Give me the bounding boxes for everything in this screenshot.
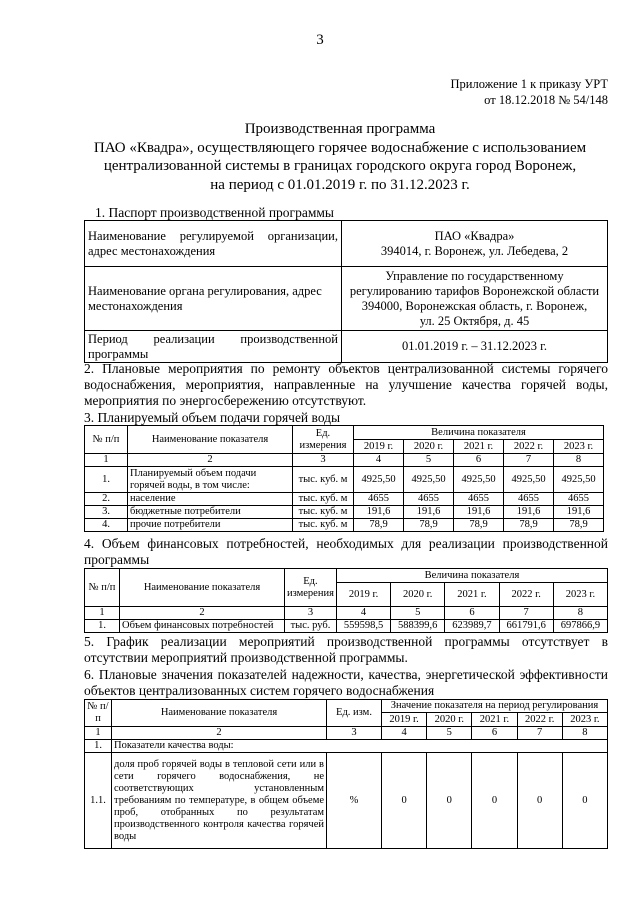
row-unit: тыс. куб. м bbox=[293, 519, 354, 532]
table-row bbox=[85, 467, 604, 493]
row-value: 588399,6 bbox=[391, 620, 445, 633]
row-value: 4655 bbox=[404, 493, 454, 506]
title-line-2: ПАО «Квадра», осуществляющего горячее водоснабжение с использованием bbox=[93, 139, 587, 156]
table-row bbox=[85, 620, 608, 633]
row-value: 78,9 bbox=[554, 519, 604, 532]
index-cell: 1 bbox=[85, 607, 120, 620]
index-cell: 8 bbox=[553, 607, 607, 620]
index-cell: 7 bbox=[499, 607, 553, 620]
row-unit: тыс. куб. м bbox=[293, 506, 354, 519]
index-cell: 5 bbox=[391, 607, 445, 620]
year-cell: 2023 г. bbox=[554, 440, 604, 454]
section-4-heading: 4. Объем финансовых потребностей, необходимых для реализации производственной программы bbox=[84, 536, 608, 567]
row-value: 0 bbox=[382, 753, 427, 849]
index-cell: 2 bbox=[120, 607, 285, 620]
header-value: Величина показателя bbox=[336, 569, 607, 583]
header-unit: Ед. измерения bbox=[293, 426, 354, 454]
section-3-heading: 3. Планируемый объем подачи горячей воды bbox=[84, 410, 341, 425]
group-row bbox=[85, 740, 608, 753]
passport-value-line: 01.01.2019 г. – 31.12.2023 г. bbox=[402, 339, 547, 353]
row-unit: тыс. куб. м bbox=[293, 493, 354, 506]
row-name: бюджетные потребители bbox=[128, 506, 293, 519]
year-cell: 2021 г. bbox=[445, 583, 499, 607]
index-row bbox=[85, 727, 608, 740]
table-row bbox=[85, 506, 604, 519]
table-row bbox=[85, 753, 608, 849]
header-num: № п/п bbox=[85, 569, 120, 607]
row-value: 559598,5 bbox=[336, 620, 390, 633]
group-name: Показатели качества воды: bbox=[112, 740, 608, 753]
row-value: 78,9 bbox=[504, 519, 554, 532]
header-value: Величина показателя bbox=[354, 426, 604, 440]
passport-value-line: ПАО «Квадра» bbox=[434, 228, 515, 243]
section-2-text: 2. Плановые мероприятия по ремонту объектов централизованной системы горячего водоснабжения, мероприятия, направленные на улучшение качества горячей воды, мероприятия по энергосбережению отсутствуют. bbox=[84, 361, 608, 408]
row-value: 191,6 bbox=[454, 506, 504, 519]
row-value: 4655 bbox=[354, 493, 404, 506]
row-value: 623989,7 bbox=[445, 620, 499, 633]
index-cell: 8 bbox=[554, 454, 604, 467]
title-line-3: централизованной системы в границах городского округа город Воронеж, bbox=[103, 158, 577, 174]
year-cell: 2022 г. bbox=[517, 713, 562, 727]
row-value: 4655 bbox=[454, 493, 504, 506]
row-value: 4925,50 bbox=[504, 467, 554, 493]
row-num: 3. bbox=[85, 506, 128, 519]
year-cell: 2019 г. bbox=[382, 713, 427, 727]
index-cell: 5 bbox=[404, 454, 454, 467]
row-value: 661791,6 bbox=[499, 620, 553, 633]
index-row bbox=[85, 454, 604, 467]
appendix-line-2: от 18.12.2018 № 54/148 bbox=[484, 93, 608, 107]
document-title bbox=[60, 120, 620, 194]
index-cell: 3 bbox=[327, 727, 382, 740]
title-line-1: Производственная программа bbox=[244, 121, 436, 137]
index-cell: 8 bbox=[562, 727, 607, 740]
row-value: 4925,50 bbox=[404, 467, 454, 493]
row-num: 1. bbox=[85, 467, 128, 493]
row-num: 1.1. bbox=[85, 753, 112, 849]
row-value: 191,6 bbox=[404, 506, 454, 519]
table-header-row bbox=[85, 426, 604, 440]
row-value: 4655 bbox=[554, 493, 604, 506]
table-row bbox=[85, 493, 604, 506]
passport-value bbox=[342, 267, 608, 331]
index-row bbox=[85, 607, 608, 620]
passport-value bbox=[342, 331, 608, 363]
index-cell: 6 bbox=[454, 454, 504, 467]
row-name: доля проб горячей воды в тепловой сети или в сети горячего водоснабжения, не соответствующих установленным требованиям по температуре, в общем объеме проб, отобранных по результатам производственного контроля качества горячей воды bbox=[112, 753, 327, 849]
table-row bbox=[85, 519, 604, 532]
year-cell: 2019 г. bbox=[336, 583, 390, 607]
year-cell: 2020 г. bbox=[404, 440, 454, 454]
row-num: 1. bbox=[85, 620, 120, 633]
row-name: прочие потребители bbox=[128, 519, 293, 532]
row-name: Планируемый объем подачи горячей воды, в том числе: bbox=[128, 467, 293, 493]
passport-row bbox=[85, 331, 608, 363]
year-cell: 2021 г. bbox=[472, 713, 517, 727]
header-unit: Ед. изм. bbox=[327, 700, 382, 727]
passport-row bbox=[85, 221, 608, 267]
index-cell: 2 bbox=[112, 727, 327, 740]
index-cell: 1 bbox=[85, 727, 112, 740]
passport-table bbox=[84, 220, 608, 363]
passport-label: Наименование регулируемой организации, адрес местонахождения bbox=[85, 221, 342, 267]
header-name: Наименование показателя bbox=[120, 569, 285, 607]
header-name: Наименование показателя bbox=[128, 426, 293, 454]
section-6-heading: 6. Плановые значения показателей надежности, качества, энергетической эффективности объектов централизованных систем горячего водоснабжения bbox=[84, 667, 608, 698]
index-cell: 4 bbox=[354, 454, 404, 467]
water-volume-table bbox=[84, 425, 604, 532]
passport-value-line: 394014, г. Воронеж, ул. Лебедева, 2 bbox=[380, 243, 569, 258]
year-cell: 2023 г. bbox=[562, 713, 607, 727]
row-value: 0 bbox=[427, 753, 472, 849]
index-cell: 3 bbox=[293, 454, 354, 467]
row-value: 191,6 bbox=[554, 506, 604, 519]
year-cell: 2022 г. bbox=[499, 583, 553, 607]
passport-row bbox=[85, 267, 608, 331]
row-value: 78,9 bbox=[454, 519, 504, 532]
row-value: 78,9 bbox=[404, 519, 454, 532]
year-cell: 2020 г. bbox=[427, 713, 472, 727]
header-num: № п/п bbox=[85, 700, 112, 727]
row-value: 0 bbox=[472, 753, 517, 849]
header-num: № п/п bbox=[85, 426, 128, 454]
title-line-4: на период с 01.01.2019 г. по 31.12.2023 г. bbox=[210, 176, 470, 193]
section-1-heading: 1. Паспорт производственной программы bbox=[95, 205, 334, 220]
index-cell: 1 bbox=[85, 454, 128, 467]
passport-label: Период реализации производственной программы bbox=[85, 331, 342, 363]
row-value: 0 bbox=[562, 753, 607, 849]
row-name: население bbox=[128, 493, 293, 506]
row-unit: тыс. руб. bbox=[285, 620, 337, 633]
row-value: 78,9 bbox=[354, 519, 404, 532]
page-number: 3 bbox=[316, 32, 324, 48]
financial-needs-table bbox=[84, 568, 608, 633]
index-cell: 7 bbox=[504, 454, 554, 467]
row-value: 697866,9 bbox=[553, 620, 607, 633]
indicators-table bbox=[84, 699, 608, 849]
year-cell: 2020 г. bbox=[391, 583, 445, 607]
passport-label: Наименование органа регулирования, адрес местонахождения bbox=[85, 267, 342, 331]
table-header-row bbox=[85, 700, 608, 713]
appendix-line-1: Приложение 1 к приказу УРТ bbox=[450, 77, 608, 91]
row-num: 1. bbox=[85, 740, 112, 753]
index-cell: 4 bbox=[336, 607, 390, 620]
row-value: 191,6 bbox=[504, 506, 554, 519]
year-cell: 2019 г. bbox=[354, 440, 404, 454]
index-cell: 4 bbox=[382, 727, 427, 740]
index-cell: 3 bbox=[285, 607, 337, 620]
row-num: 2. bbox=[85, 493, 128, 506]
year-cell: 2023 г. bbox=[553, 583, 607, 607]
year-cell: 2021 г. bbox=[454, 440, 504, 454]
row-name: Объем финансовых потребностей bbox=[120, 620, 285, 633]
row-value: 4925,50 bbox=[454, 467, 504, 493]
row-num: 4. bbox=[85, 519, 128, 532]
passport-value-line: Управление по государственному bbox=[385, 268, 564, 283]
header-name: Наименование показателя bbox=[112, 700, 327, 727]
index-cell: 6 bbox=[472, 727, 517, 740]
header-unit: Ед. измерения bbox=[285, 569, 337, 607]
row-value: 4655 bbox=[504, 493, 554, 506]
passport-value-line: 394000, Воронежская область, г. Воронеж, bbox=[361, 298, 588, 313]
year-cell: 2022 г. bbox=[504, 440, 554, 454]
passport-value bbox=[342, 221, 608, 267]
row-unit: тыс. куб. м bbox=[293, 467, 354, 493]
index-cell: 2 bbox=[128, 454, 293, 467]
table-header-row bbox=[85, 569, 608, 583]
row-unit: % bbox=[327, 753, 382, 849]
header-value: Значение показателя на период регулирования bbox=[382, 700, 608, 713]
index-cell: 5 bbox=[427, 727, 472, 740]
section-5-text: 5. График реализации мероприятий производственной программы отсутствует в отсутствии мероприятий производственной программы. bbox=[84, 634, 608, 665]
row-value: 191,6 bbox=[354, 506, 404, 519]
passport-value-line: регулированию тарифов Воронежской области bbox=[349, 283, 600, 298]
index-cell: 7 bbox=[517, 727, 562, 740]
row-value: 0 bbox=[517, 753, 562, 849]
row-value: 4925,50 bbox=[354, 467, 404, 493]
appendix-note bbox=[451, 76, 609, 108]
row-value: 4925,50 bbox=[554, 467, 604, 493]
passport-value-line: ул. 25 Октября, д. 45 bbox=[419, 313, 530, 328]
index-cell: 6 bbox=[445, 607, 499, 620]
